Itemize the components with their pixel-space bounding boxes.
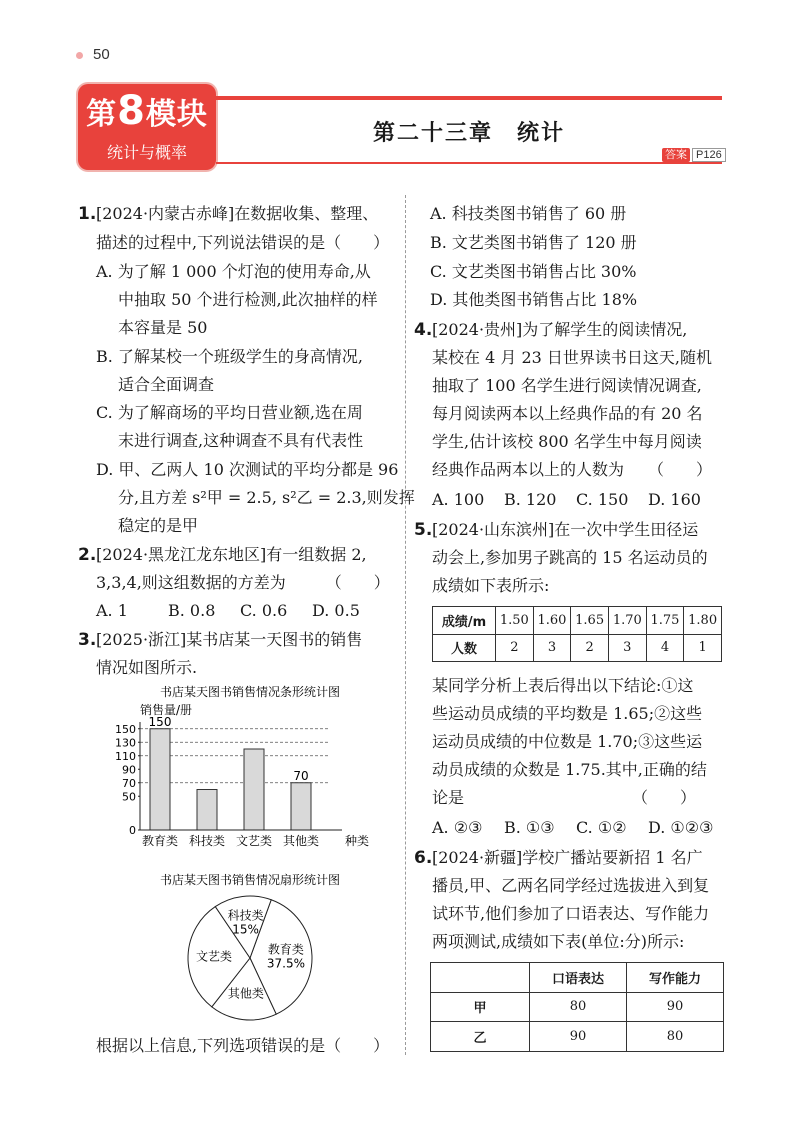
q5-height-table [432,606,722,662]
y-tick-label: 150 [115,722,136,736]
pie-slice-label: 其他类 [227,986,264,1001]
answer-reference: 答案 P126 [662,146,726,162]
table-row: 乙 90 80 [431,1022,724,1052]
table-row: 口语表达 写作能力 [431,963,724,993]
bar-value-label: 70 [293,768,309,783]
y-tick-label: 0 [129,824,136,837]
module-title: 第8模块 [86,88,208,134]
x-tick-label: 科技类 [188,834,226,848]
q6-score-table [430,962,724,1052]
bar-series [149,715,311,830]
pie-chart [120,870,380,1030]
page-number: 50 [93,46,110,63]
bar [197,790,217,831]
module-subtitle: 统计与概率 [106,143,187,162]
page-dot [76,52,83,59]
table-row: 成绩/m 1.50 1.60 1.65 1.70 1.75 1.80 [433,607,722,635]
bar [150,729,170,830]
bar-chart-ylabel: 销售量/册 [140,703,193,717]
bar-chart-xlabel: 种类 [345,834,370,848]
table-row: 甲 80 90 [431,992,724,1022]
q3-question-stem: 根据以上信息,下列选项错误的是（ ） [96,1036,390,1055]
bar [244,749,264,830]
table-row: 人数 2 3 2 3 4 1 [433,634,722,662]
bar-categories [142,833,319,848]
pie-slice-label: 文艺类 [196,949,233,964]
pie-slice-label: 科技类 [227,908,264,923]
bar-yticks [115,723,140,837]
y-tick-label: 90 [122,763,136,777]
x-tick-label: 其他类 [282,834,320,848]
y-tick-label: 130 [115,736,136,750]
bar-chart [110,682,380,852]
header-rule [216,96,722,100]
bar-value-label: 150 [148,714,172,729]
x-tick-label: 教育类 [141,834,179,848]
bar-chart-title: 书店某天图书销售情况条形统计图 [159,685,341,699]
pie-slice-percent: 37.5% [266,956,305,971]
header-rule-bottom [216,162,722,164]
chapter-title: 第二十三章 统计 [372,121,565,146]
y-tick-label: 50 [122,790,136,804]
module-badge [78,84,216,170]
column-divider [405,195,406,1055]
pie-chart-title: 书店某天图书销售情况扇形统计图 [159,873,341,887]
y-tick-label: 70 [122,776,136,790]
y-tick-label: 110 [115,749,136,763]
x-tick-label: 文艺类 [235,834,273,848]
bar [291,783,311,830]
pie-slice-percent: 15% [232,922,259,937]
pie-slice-label: 教育类 [267,942,304,957]
